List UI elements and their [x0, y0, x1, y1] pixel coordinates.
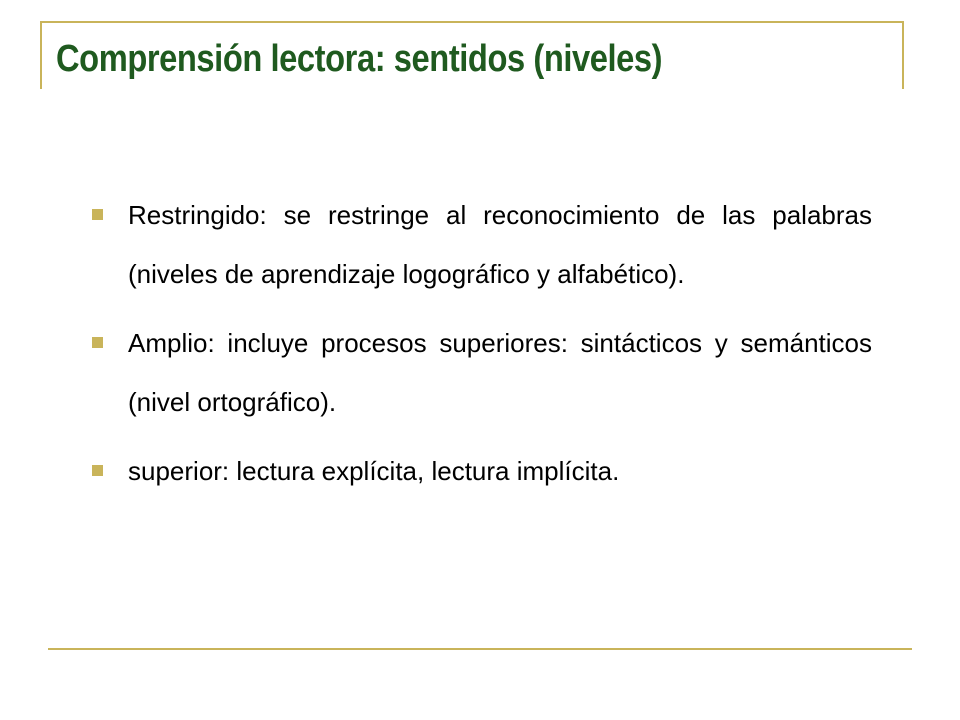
bullet-text: superior: lectura explícita, lectura implícita. [128, 456, 620, 486]
square-bullet-icon [92, 465, 103, 476]
frame-top-line [40, 21, 904, 23]
frame-bottom-line [48, 648, 912, 650]
bullet-item-superior [92, 442, 872, 501]
bullet-text: Restringido: se restringe al reconocimiento de las palabras (niveles de aprendizaje logográfico y alfabético). [128, 200, 872, 289]
slide-title: Comprensión lectora: sentidos (niveles) [56, 38, 663, 80]
bullet-list [92, 186, 872, 511]
square-bullet-icon [92, 209, 103, 220]
bullet-item-amplio [92, 314, 872, 432]
frame-left-line [40, 21, 42, 89]
bullet-item-restringido [92, 186, 872, 304]
bullet-text: Amplio: incluye procesos superiores: sintácticos y semánticos (nivel ortográfico). [128, 328, 872, 417]
square-bullet-icon [92, 337, 103, 348]
frame-right-line [902, 21, 904, 89]
